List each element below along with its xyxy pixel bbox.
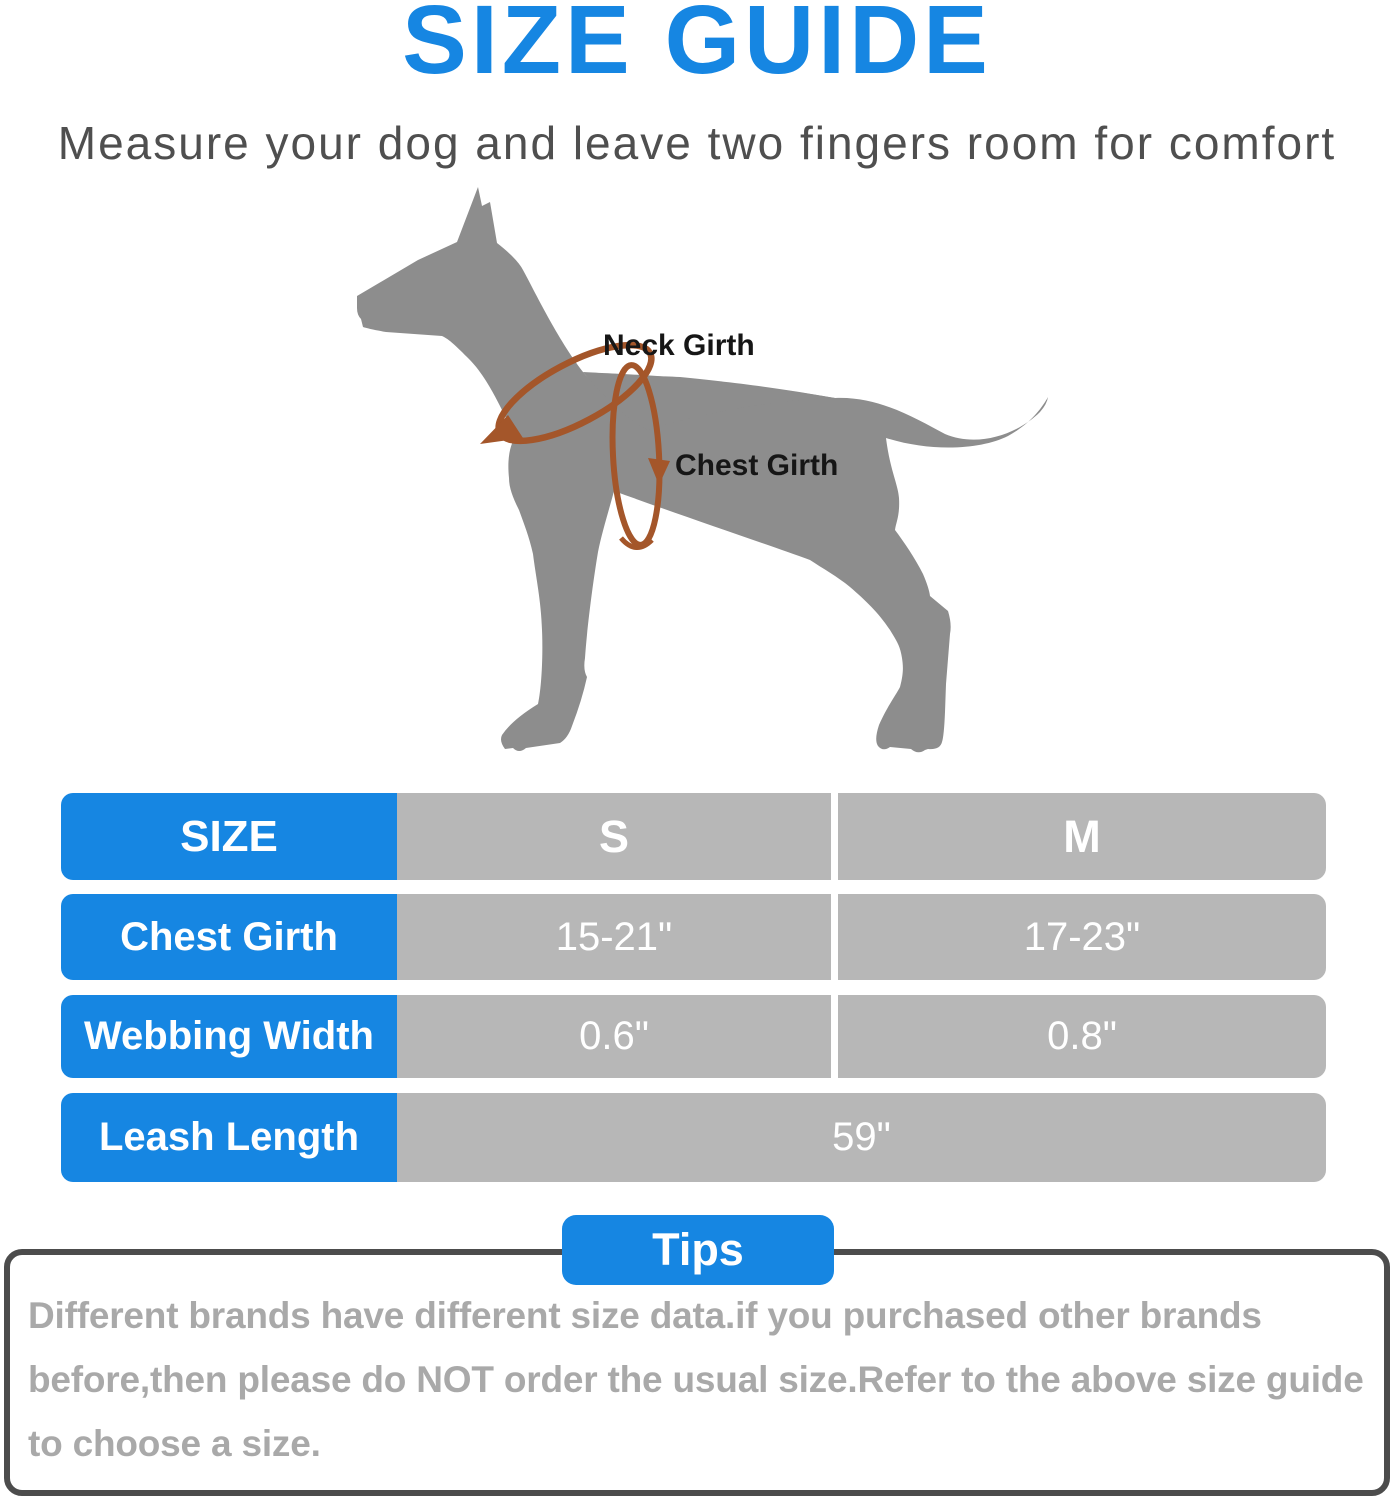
page-title: SIZE GUIDE bbox=[402, 0, 992, 94]
size-table-header-col-s: S bbox=[397, 793, 831, 880]
size-table-row-leash-length-label: Leash Length bbox=[61, 1093, 397, 1182]
size-table-row-webbing-width-label: Webbing Width bbox=[61, 995, 397, 1078]
size-table-row-chest-girth-s: 15-21" bbox=[397, 894, 831, 980]
page-subtitle: Measure your dog and leave two fingers room for comfort bbox=[57, 117, 1337, 169]
chest-girth-label: Chest Girth bbox=[675, 449, 839, 482]
dog-measurement-diagram bbox=[330, 180, 1090, 780]
size-table-row-webbing-width-m: 0.8" bbox=[838, 995, 1326, 1078]
size-table-row-chest-girth-label: Chest Girth bbox=[61, 894, 397, 980]
size-table-header-col-m: M bbox=[838, 793, 1326, 880]
size-table-header-label: SIZE bbox=[61, 793, 397, 880]
tips-badge: Tips bbox=[562, 1215, 834, 1285]
size-table-row-leash-length-value: 59" bbox=[397, 1093, 1326, 1182]
tips-text: Different brands have different size data.if you purchased other brands before,then please do NOT order the usual size.Refer to the above size guide to choose a size. bbox=[28, 1295, 1364, 1464]
neck-girth-label: Neck Girth bbox=[603, 329, 755, 362]
size-table-row-webbing-width-s: 0.6" bbox=[397, 995, 831, 1078]
size-table-row-chest-girth-m: 17-23" bbox=[838, 894, 1326, 980]
